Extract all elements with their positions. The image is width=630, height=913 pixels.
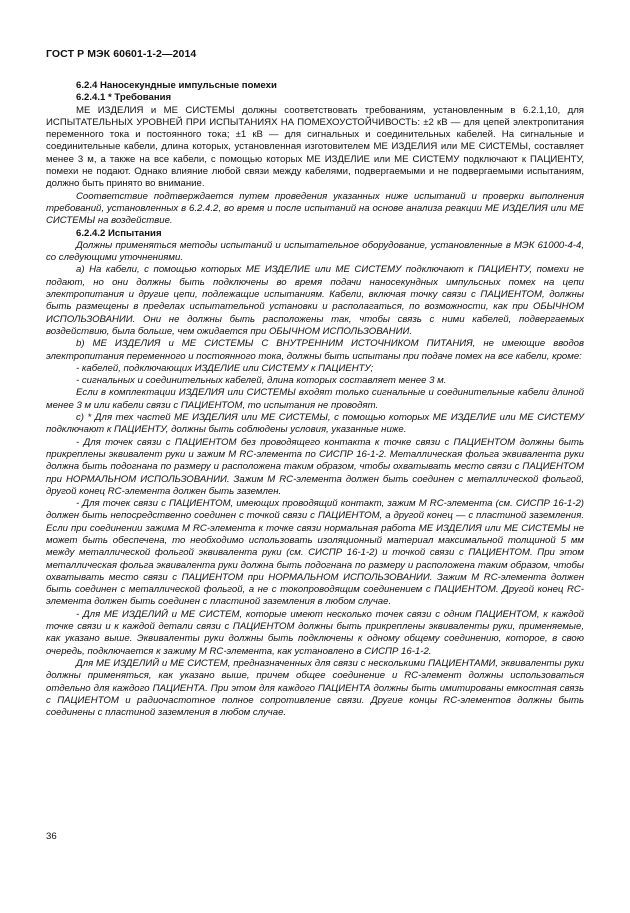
requirements-paragraph: МЕ ИЗДЕЛИЯ и МЕ СИСТЕМЫ должны соответствовать требованиям, установленным в 6.2.1,10, для ИСПЫТАТЕЛЬНЫХ УРОВНЕЙ ПРИ ИСПЫТАНИЯХ НА ПОМЕХОУСТОЙЧИВОСТЬ: ±2 кВ — для цепей электропитания переменного тока и постоянного тока; ±1 кВ — для сигнальных и соединительных кабелей. На сигнальные и соединительные кабели, длина которых, установленная изготовителем МЕ ИЗДЕЛИЯ или МЕ СИСТЕМЫ, составляет менее 3 м, а также на все кабели, с помощью которых МЕ ИЗДЕЛИЕ или МЕ СИСТЕМУ подключают к ПАЦИЕНТУ, помехи не подают. Однако влияние любой связи между кабелями, подвергаемыми и не подвергаемыми испытаниям, должно быть принято во внимание. (46, 104, 584, 190)
item-b-dash-1: - кабелей, подключающих ИЗДЕЛИЕ или СИСТЕМУ к ПАЦИЕНТУ; (76, 362, 374, 374)
compliance-paragraph: Соответствие подтверждается путем проведения указанных ниже испытаний и проверки выполнения требований, установленных в 6.2.4.2, во время и после испытаний на основе анализа реакции МЕ ИЗДЕЛИЯ или МЕ СИСТЕМЫ на воздействие. (46, 190, 584, 227)
item-b-note: Если в комплектации ИЗДЕЛИЯ или СИСТЕМЫ входят только сигнальные и соединительные кабели длиной менее 3 м или кабели связи с ПАЦИЕНТОМ, то испытания не проводят. (46, 387, 584, 411)
section-heading-6-2-4: 6.2.4 Наносекундные импульсные помехи (76, 80, 277, 91)
item-b-paragraph: b) МЕ ИЗДЕЛИЯ и МЕ СИСТЕМЫ С ВНУТРЕННИМ ИСТОЧНИКОМ ПИТАНИЯ, не имеющие вводов электропитания переменного и постоянного тока, должны быть испытаны при подаче помех на все кабели, кроме: (46, 338, 584, 362)
document-header: ГОСТ Р МЭК 60601-1-2—2014 (46, 48, 197, 60)
test-methods-paragraph: Должны применяться методы испытаний и испытательное оборудование, установленные в МЭК 61000-4-4, со следующими уточнениями. (46, 239, 584, 264)
item-a-paragraph: а) На кабели, с помощью которых МЕ ИЗДЕЛИЕ или МЕ СИСТЕМУ подключают к ПАЦИЕНТУ, помехи не подают, но они должны быть подключены во время подачи наносекундных импульсных помех на цепи электропитания и другие цепи, подлежащие испытаниям. Кабели, включая точку связи с ПАЦИЕНТОМ, должны быть размещены в пределах испытательной установки и располагаться, по возможности, как при ОБЫЧНОМ ИСПОЛЬЗОВАНИИ. Они не должны быть расположены так, чтобы связь с ними кабелей, подвергаемых воздействию, была больше, чем ожидается при ОБЫЧНОМ ИСПОЛЬЗОВАНИИ. (46, 264, 584, 337)
section-heading-6-2-4-2: 6.2.4.2 Испытания (76, 227, 162, 239)
item-c-dash-2: - Для точек связи с ПАЦИЕНТОМ, имеющих проводящий контакт, зажим М RC-элемента (см. СИСПР 16-1-2) должен быть непосредственно соединен с точкой связи с ПАЦИЕНТОМ, а другой конец — с пластиной заземления. Если при соединении зажима М RC-элемента к точке связи нормальная работа МЕ ИЗДЕЛИЯ или МЕ СИСТЕМЫ не может быть обеспечена, то необходимо использовать изоляционный материал максимальной толщиной 5 мм между металлической фольгой эквивалента руки (см. СИСПР 16-1-2) и точкой связи с ПАЦИЕНТОМ. При этом металлическая фольга эквивалента руки должна быть подогнана по размеру и расположена таким образом, чтобы охватывать место связи с ПАЦИЕНТОМ при НОРМАЛЬНОМ ИСПОЛЬЗОВАНИИ. Зажим М RC-элемента должен быть соединен с металлической фольгой, а не с токопроводящим соединением с ПАЦИЕНТОМ. Другой конец RC-элемента должен быть соединен с пластиной заземления в любом случае. (46, 498, 584, 608)
item-b-dash-2: - сигнальных и соединительных кабелей, длина которых составляет менее 3 м. (76, 375, 447, 387)
document-body (46, 80, 584, 719)
section-heading-6-2-4-1: 6.2.4.1 * Требования (76, 92, 172, 104)
item-c-paragraph: с) * Для тех частей МЕ ИЗДЕЛИЯ или МЕ СИСТЕМЫ, с помощью которых МЕ ИЗДЕЛИЕ или МЕ СИСТЕМУ подключают к ПАЦИЕНТУ, должны быть соблюдены условия, указанные ниже. (46, 412, 584, 436)
item-c-dash-1: - Для точек связи с ПАЦИЕНТОМ без проводящего контакта к точке связи с ПАЦИЕНТОМ должны быть прикреплены эквивалент руки и зажим М RC-элемента по СИСПР 16-1-2. Металлическая фольга эквивалента руки должна быть подогнана по размеру и расположена таким образом, чтобы охватывать место связи с ПАЦИЕНТОМ при НОРМАЛЬНОМ ИСПОЛЬЗОВАНИИ. Зажим М RC-элемента должен быть соединен с металлической фольгой, другой конец RC-элемента должен быть заземлен. (46, 436, 584, 497)
multi-patient-paragraph: Для МЕ ИЗДЕЛИЙ и МЕ СИСТЕМ, предназначенных для связи с несколькими ПАЦИЕНТАМИ, эквиваленты руки должны применяться, как указано выше, причем общее соединение и RC-элемент должны использоваться отдельно для каждого ПАЦИЕНТА. При этом для каждого ПАЦИЕНТА должны быть имитированы емкостная связь с ПАЦИЕНТОМ и радиочастотное полное сопротивление связи. Другие концы RC-элементов должны быть соединены с пластиной заземления в любом случае. (46, 657, 584, 719)
item-c-dash-3: - Для МЕ ИЗДЕЛИЙ и МЕ СИСТЕМ, которые имеют несколько точек связи с одним ПАЦИЕНТОМ, к каждой точке связи и к каждой детали связи с ПАЦИЕНТОМ должны быть прикреплены эквиваленты руки, применяемые, как указано выше. Эквиваленты руки должны быть подключены к одному общему соединению, которое, в свою очередь, подключается к зажиму М RC-элемента, как установлено в СИСПР 16-1-2. (46, 608, 584, 657)
page-number: 36 (46, 831, 57, 842)
